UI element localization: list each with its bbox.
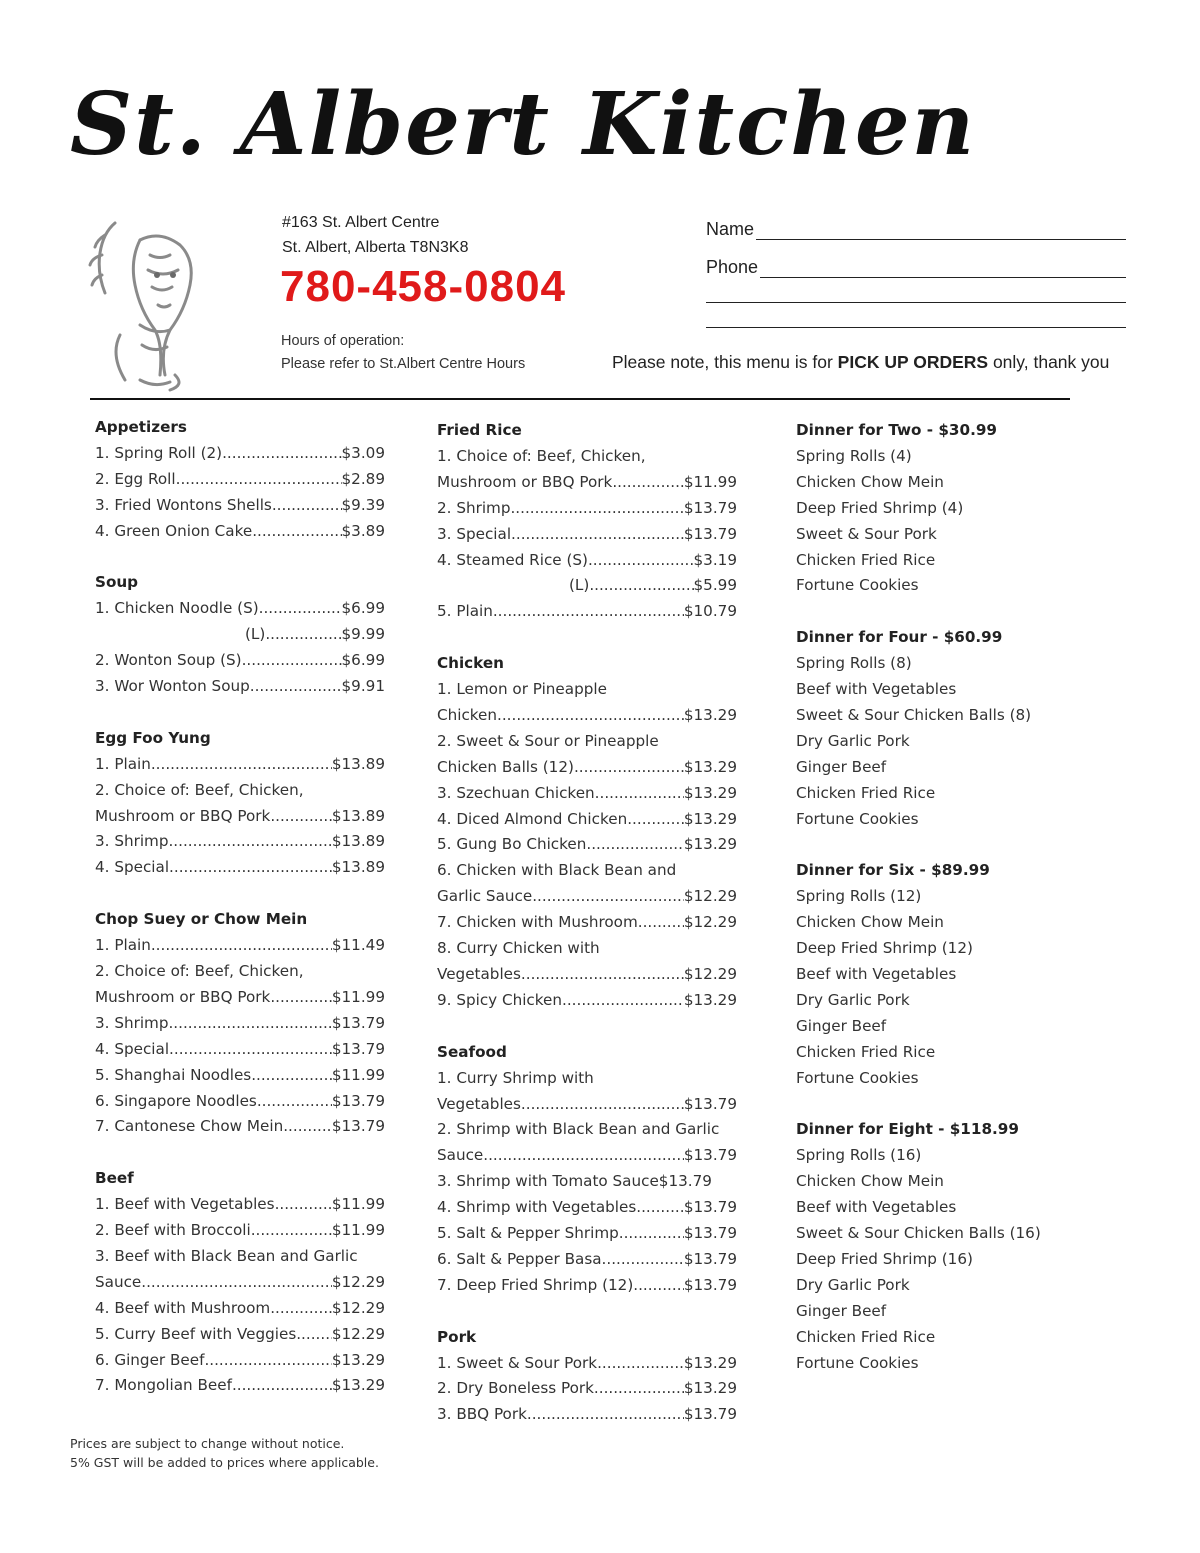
section-pork <box>437 1325 737 1429</box>
list-item: Beef with Vegetables <box>796 1198 957 1217</box>
item-price: $2.89 <box>341 469 385 488</box>
menu-item <box>437 599 737 625</box>
item-name-line: 1. Choice of: Beef, Chicken, <box>437 446 646 465</box>
phone-number: 780-458-0804 <box>280 262 567 311</box>
hours-text: Please refer to St.Albert Centre Hours <box>281 356 526 372</box>
section-title: Fried Rice <box>437 421 522 439</box>
item-name: 7. Deep Fried Shrimp (12) <box>437 1275 634 1294</box>
item-price: $13.79 <box>683 498 737 517</box>
menu-item <box>95 596 385 622</box>
list-item: Fortune Cookies <box>796 1068 919 1087</box>
item-name-line: 1. Lemon or Pineapple <box>437 680 607 699</box>
section-soup <box>95 570 385 700</box>
item-name-line: 8. Curry Chicken with <box>437 939 600 958</box>
item-name: Mushroom or BBQ Pork <box>95 806 271 825</box>
item-name: Mushroom or BBQ Pork <box>95 987 271 1006</box>
item-name-line: 3. Beef with Black Bean and Garlic <box>95 1246 358 1265</box>
tiger-icon <box>80 215 215 395</box>
item-price: $13.29 <box>683 1379 737 1398</box>
list-item: Ginger Beef <box>796 1016 887 1035</box>
item-name: 3. Shrimp with Tomato Sauce <box>437 1172 659 1191</box>
item-price: $6.99 <box>341 651 385 670</box>
menu-item <box>437 807 737 833</box>
section-title: Beef <box>95 1169 134 1188</box>
section-title: Pork <box>437 1327 477 1346</box>
section-title: Seafood <box>437 1042 507 1061</box>
item-price: $13.79 <box>331 1091 385 1110</box>
item-price: $3.19 <box>693 550 737 569</box>
item-name: 6. Ginger Beef <box>95 1350 205 1369</box>
item-price: $13.79 <box>683 1249 737 1268</box>
item-price: $9.39 <box>341 495 385 514</box>
item-name: 1. Spring Roll (2) <box>95 443 223 462</box>
footnote <box>70 1434 379 1472</box>
item-name: 3. Special <box>437 524 512 543</box>
item-name: 6. Singapore Noodles <box>95 1091 257 1110</box>
item-name: 1. Plain <box>95 936 151 955</box>
list-item: Dry Garlic Pork <box>796 990 910 1009</box>
item-price: $13.29 <box>683 990 737 1009</box>
menu-item <box>95 1114 385 1140</box>
section-dinner-for-eight <box>796 1117 1096 1376</box>
menu-item <box>95 467 385 493</box>
item-name: Vegetables <box>437 965 521 984</box>
phone-label: Phone <box>706 257 759 277</box>
menu-item <box>437 884 737 910</box>
item-name: 2. Wonton Soup (S) <box>95 651 242 670</box>
menu-item <box>437 962 737 988</box>
menu-item <box>95 441 385 467</box>
section-chop-suey <box>95 907 385 1140</box>
item-name: Sauce <box>437 1146 484 1165</box>
item-price: $11.99 <box>331 1195 385 1214</box>
item-price: $12.29 <box>331 1298 385 1317</box>
section-fried-rice <box>437 418 737 625</box>
pickup-note-suffix: only, thank you <box>988 352 1110 372</box>
item-name: 9. Spicy Chicken <box>437 990 563 1009</box>
item-name: 1. Beef with Vegetables <box>95 1195 275 1214</box>
item-price: $13.29 <box>683 1353 737 1372</box>
section-title: Dinner for Four - $60.99 <box>796 628 1003 647</box>
item-name: 6. Salt & Pepper Basa <box>437 1249 602 1268</box>
item-name: 5. Plain <box>437 602 493 621</box>
list-item: Chicken Fried Rice <box>796 550 936 569</box>
name-field <box>706 202 1126 240</box>
item-price: $13.79 <box>331 1039 385 1058</box>
item-price: $6.99 <box>341 599 385 618</box>
phone-line <box>760 259 1126 278</box>
hours <box>281 330 525 376</box>
menu-item <box>437 496 737 522</box>
pickup-note-emphasis: PICK UP ORDERS <box>837 352 989 372</box>
item-price: $3.89 <box>341 521 385 540</box>
address <box>282 210 468 260</box>
item-name: 3. Fried Wontons Shells <box>95 495 272 514</box>
item-price: $13.29 <box>683 783 737 802</box>
menu-item <box>95 855 385 881</box>
list-item: Fortune Cookies <box>796 576 919 595</box>
item-price: $9.99 <box>341 625 385 644</box>
phone-field <box>706 240 1126 278</box>
menu-item <box>95 1218 385 1244</box>
list-item: Chicken Fried Rice <box>796 783 936 802</box>
list-item: Fortune Cookies <box>796 1353 919 1372</box>
item-price: $13.79 <box>683 1224 737 1243</box>
item-name: 2. Shrimp <box>437 498 511 517</box>
section-title: Chop Suey or Chow Mein <box>95 910 308 929</box>
item-price: $12.29 <box>331 1324 385 1343</box>
item-name: Mushroom or BBQ Pork <box>437 472 613 491</box>
section-seafood <box>437 1040 737 1299</box>
divider <box>90 398 1070 400</box>
menu-item <box>95 519 385 545</box>
menu-item <box>95 1089 385 1115</box>
section-title: Appetizers <box>95 418 187 436</box>
address-line-1: #163 St. Albert Centre <box>282 214 440 231</box>
item-price: $3.09 <box>341 443 385 462</box>
item-name: 2. Dry Boneless Pork <box>437 1379 594 1398</box>
list-item: Sweet & Sour Chicken Balls (8) <box>796 705 1032 724</box>
menu-item <box>95 493 385 519</box>
list-item: Ginger Beef <box>796 1301 887 1320</box>
item-price: $13.89 <box>331 806 385 825</box>
menu-item <box>437 988 737 1014</box>
menu-item <box>437 1195 737 1221</box>
item-name-line: 2. Choice of: Beef, Chicken, <box>95 780 304 799</box>
section-chicken <box>437 651 737 1014</box>
item-name: (L) <box>245 625 266 644</box>
item-price: $13.79 <box>331 1117 385 1136</box>
item-price: $9.91 <box>341 677 385 696</box>
section-appetizers <box>95 415 385 545</box>
menu-item <box>437 703 737 729</box>
item-price: $13.29 <box>683 835 737 854</box>
menu-item <box>437 1221 737 1247</box>
menu-item <box>95 1348 385 1374</box>
section-beef <box>95 1166 385 1399</box>
item-name: 4. Shrimp with Vegetables <box>437 1198 637 1217</box>
menu-item <box>95 829 385 855</box>
menu-item <box>437 470 737 496</box>
section-egg-foo-yung <box>95 726 385 881</box>
item-name: Garlic Sauce <box>437 887 533 906</box>
item-price: $13.29 <box>331 1350 385 1369</box>
item-name: 5. Shanghai Noodles <box>95 1065 252 1084</box>
menu-item <box>95 1011 385 1037</box>
list-item: Beef with Vegetables <box>796 680 957 699</box>
item-price: $13.29 <box>683 809 737 828</box>
menu-item <box>95 622 385 648</box>
item-price: $13.29 <box>331 1376 385 1395</box>
item-price: $13.79 <box>683 1275 737 1294</box>
list-item: Chicken Chow Mein <box>796 472 944 491</box>
section-dinner-for-two <box>796 418 1096 599</box>
section-title: Dinner for Two - $30.99 <box>796 421 997 439</box>
item-name: Vegetables <box>437 1094 521 1113</box>
list-item: Chicken Fried Rice <box>796 1042 936 1061</box>
list-item: Spring Rolls (8) <box>796 654 912 673</box>
pickup-note <box>612 352 1109 373</box>
section-title: Soup <box>95 573 139 592</box>
item-name: 5. Curry Beef with Veggies <box>95 1324 297 1343</box>
item-price: $12.29 <box>683 913 737 932</box>
item-price: $13.29 <box>683 757 737 776</box>
item-price: $12.29 <box>683 965 737 984</box>
list-item: Beef with Vegetables <box>796 965 957 983</box>
menu-column-3 <box>796 418 1096 1402</box>
menu-column-1 <box>95 415 385 1425</box>
item-name: Chicken <box>437 705 498 724</box>
item-price: $13.79 <box>683 1146 737 1165</box>
menu-item <box>95 1037 385 1063</box>
menu-item <box>95 674 385 700</box>
item-name: 1. Plain <box>95 754 151 773</box>
item-name-line: 2. Choice of: Beef, Chicken, <box>95 961 304 980</box>
item-name: 3. Shrimp <box>95 832 169 851</box>
item-price: $5.99 <box>693 576 737 595</box>
menu-item <box>95 985 385 1011</box>
list-item: Spring Rolls (4) <box>796 446 912 465</box>
menu-item <box>437 781 737 807</box>
item-name: 3. Shrimp <box>95 1013 169 1032</box>
restaurant-title: St. Albert Kitchen <box>70 74 977 175</box>
list-item: Ginger Beef <box>796 757 887 776</box>
menu-item <box>437 1092 737 1118</box>
menu-item <box>95 752 385 778</box>
section-title: Dinner for Six - $89.99 <box>796 861 990 880</box>
section-dinner-for-six <box>796 858 1096 1091</box>
item-price: $13.89 <box>331 832 385 851</box>
address-line-2: St. Albert, Alberta T8N3K8 <box>282 239 469 256</box>
list-item: Deep Fried Shrimp (16) <box>796 1249 973 1268</box>
menu-item <box>437 755 737 781</box>
item-price: $13.79 <box>683 524 737 543</box>
list-item: Deep Fried Shrimp (12) <box>796 939 973 958</box>
item-price: $13.29 <box>683 705 737 724</box>
list-item: Spring Rolls (12) <box>796 887 922 906</box>
list-item: Sweet & Sour Chicken Balls (16) <box>796 1224 1041 1243</box>
item-name: 5. Salt & Pepper Shrimp <box>437 1224 619 1243</box>
menu-item <box>437 522 737 548</box>
menu-item <box>437 573 737 599</box>
footnote-line: Prices are subject to change without notice. <box>70 1436 345 1451</box>
menu-item <box>437 1402 737 1428</box>
item-price: $13.89 <box>331 754 385 773</box>
item-name: 4. Steamed Rice (S) <box>437 550 588 569</box>
menu-item <box>437 1376 737 1402</box>
list-item: Deep Fried Shrimp (4) <box>796 498 964 517</box>
item-name: Sauce <box>95 1272 142 1291</box>
menu-item <box>437 548 737 574</box>
menu-column-2 <box>437 418 737 1454</box>
menu-item <box>95 1063 385 1089</box>
item-price: $10.79 <box>683 602 737 621</box>
footnote-line: 5% GST will be added to prices where applicable. <box>70 1455 379 1470</box>
item-name: 3. BBQ Pork <box>437 1405 527 1424</box>
item-name-line: 2. Sweet & Sour or Pineapple <box>437 731 659 750</box>
item-price: $13.79 <box>683 1094 737 1113</box>
menu-item <box>95 933 385 959</box>
menu-item <box>437 1143 737 1169</box>
name-label: Name <box>706 219 755 239</box>
item-price: $13.79 <box>683 1405 737 1424</box>
menu-item <box>437 832 737 858</box>
item-price: $11.49 <box>331 936 385 955</box>
menu-item <box>95 1322 385 1348</box>
item-price: $13.79 <box>658 1172 712 1191</box>
item-name: 7. Chicken with Mushroom <box>437 913 638 932</box>
item-price: $13.79 <box>331 1013 385 1032</box>
item-name: 3. Szechuan Chicken <box>437 783 595 802</box>
list-item: Fortune Cookies <box>796 809 919 828</box>
blank-line <box>706 278 1126 303</box>
item-name: 4. Beef with Mushroom <box>95 1298 271 1317</box>
list-item: Chicken Chow Mein <box>796 913 944 932</box>
menu-item <box>437 1247 737 1273</box>
list-item: Dry Garlic Pork <box>796 1275 910 1294</box>
item-name-line: 1. Curry Shrimp with <box>437 1068 594 1087</box>
list-item: Dry Garlic Pork <box>796 731 910 750</box>
item-name: 3. Wor Wonton Soup <box>95 677 250 696</box>
section-title: Dinner for Eight - $118.99 <box>796 1120 1019 1139</box>
section-dinner-for-four <box>796 625 1096 832</box>
menu-item <box>437 910 737 936</box>
item-name: 4. Special <box>95 1039 170 1058</box>
order-form <box>706 202 1126 328</box>
item-name: 5. Gung Bo Chicken <box>437 835 587 854</box>
section-title: Egg Foo Yung <box>95 728 211 747</box>
item-name: 7. Cantonese Chow Mein <box>95 1117 284 1136</box>
item-price: $13.79 <box>683 1198 737 1217</box>
blank-line <box>706 303 1126 328</box>
item-name-line: 6. Chicken with Black Bean and <box>437 861 677 880</box>
item-name: 4. Diced Almond Chicken <box>437 809 628 828</box>
menu-item <box>95 1296 385 1322</box>
menu-item <box>95 1192 385 1218</box>
item-price: $11.99 <box>683 472 737 491</box>
list-item: Chicken Fried Rice <box>796 1327 936 1346</box>
item-price: $13.89 <box>331 858 385 877</box>
item-name: 1. Chicken Noodle (S) <box>95 599 259 618</box>
section-title: Chicken <box>437 654 504 673</box>
item-price: $12.29 <box>331 1272 385 1291</box>
menu-item <box>95 1373 385 1399</box>
menu-item <box>95 1270 385 1296</box>
menu-item <box>95 648 385 674</box>
pickup-note-prefix: Please note, this menu is for <box>612 352 838 372</box>
list-item: Spring Rolls (16) <box>796 1146 922 1165</box>
list-item: Sweet & Sour Pork <box>796 524 937 543</box>
list-item: Chicken Chow Mein <box>796 1172 944 1191</box>
item-price: $11.99 <box>331 987 385 1006</box>
item-name: 2. Egg Roll <box>95 469 176 488</box>
item-price: $12.29 <box>683 887 737 906</box>
item-name: Chicken Balls (12) <box>437 757 574 776</box>
item-name: 1. Sweet & Sour Pork <box>437 1353 598 1372</box>
menu-item <box>437 1169 737 1195</box>
item-name: 7. Mongolian Beef <box>95 1376 232 1395</box>
item-name-line: 2. Shrimp with Black Bean and Garlic <box>437 1120 720 1139</box>
item-price: $11.99 <box>331 1065 385 1084</box>
item-name: 2. Beef with Broccoli <box>95 1221 251 1240</box>
menu-item <box>437 1273 737 1299</box>
menu-item <box>95 804 385 830</box>
hours-label: Hours of operation: <box>281 333 405 349</box>
item-price: $11.99 <box>331 1221 385 1240</box>
item-name: (L) <box>569 576 590 595</box>
menu-item <box>437 1351 737 1377</box>
name-line <box>756 221 1126 240</box>
item-name: 4. Special <box>95 858 170 877</box>
item-name: 4. Green Onion Cake <box>95 521 253 540</box>
